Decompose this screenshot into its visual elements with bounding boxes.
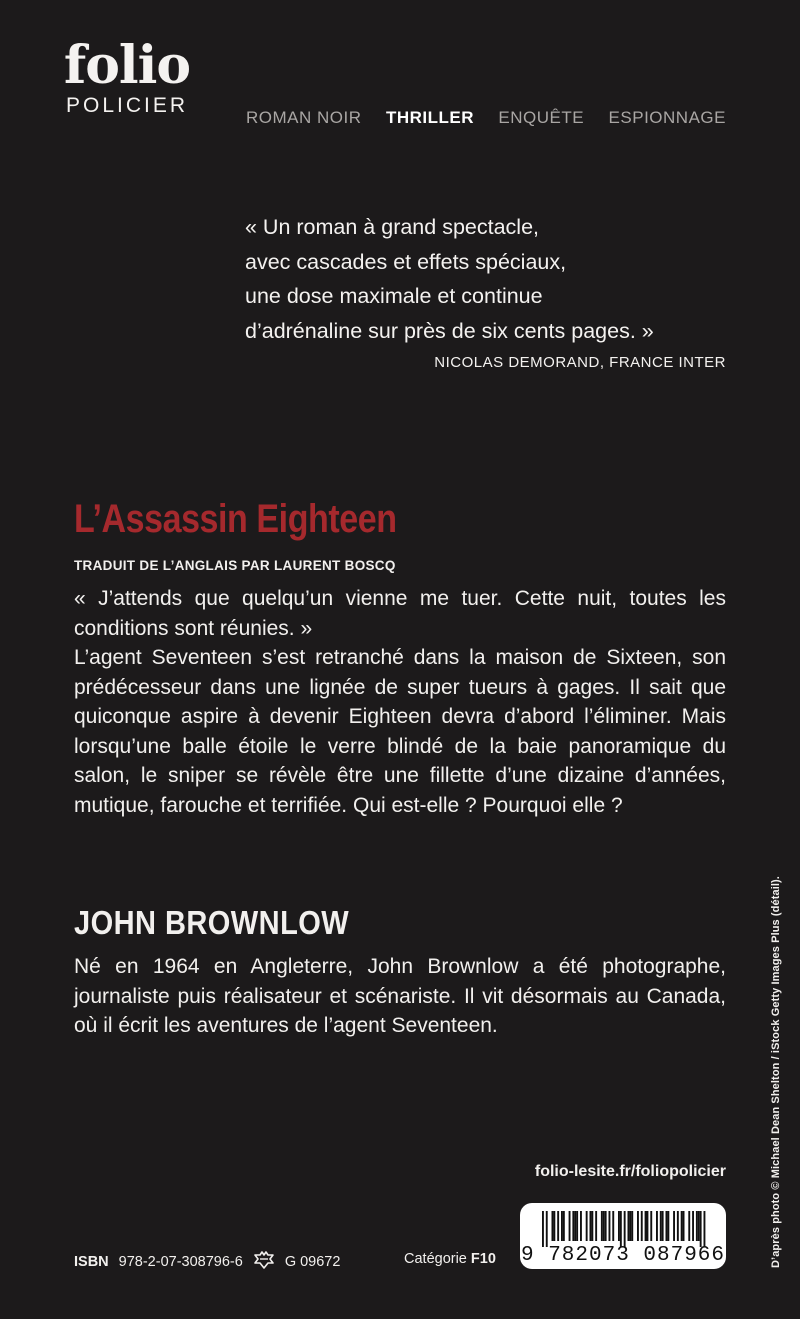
barcode-bar: [683, 1211, 685, 1241]
barcode-bar: [629, 1211, 631, 1241]
category-list: [246, 108, 726, 128]
barcode-bar: [605, 1211, 607, 1241]
barcode-bar: [698, 1211, 700, 1241]
category-thriller: THRILLER: [385, 108, 474, 127]
category-roman-noir: ROMAN NOIR: [246, 108, 362, 127]
barcode-bar: [612, 1211, 614, 1241]
barcode-bar: [574, 1211, 576, 1241]
photo-credit: D’après photo © Michael Dean Shelton / iStock Getty Images Plus (détail).: [770, 876, 782, 1268]
category-enquete: ENQUÊTE: [498, 108, 585, 127]
category-espionnage: ESPIONNAGE: [608, 108, 726, 127]
barcode-bar: [572, 1211, 574, 1241]
barcode-bar: [620, 1211, 622, 1247]
barcode-bar: [576, 1211, 578, 1241]
barcode-bar: [660, 1211, 662, 1241]
barcode-bar: [569, 1211, 571, 1241]
quote-line: d’adrénaline sur près de six cents pages. »: [245, 318, 654, 343]
barcode-bar: [666, 1211, 668, 1241]
barcode-bar: [590, 1211, 592, 1241]
isbn-label: ISBN: [74, 1254, 109, 1270]
barcode-bar: [628, 1211, 630, 1241]
barcode-bar: [542, 1211, 544, 1247]
barcode-bar: [704, 1211, 706, 1247]
isbn-number: 978-2-07-308796-6: [118, 1254, 243, 1270]
folio-policier-logo: [52, 35, 202, 118]
barcode-bar: [692, 1211, 694, 1241]
barcode-bar: [609, 1211, 611, 1241]
barcode-bar: [650, 1211, 652, 1241]
book-title: L’Assassin Eighteen: [74, 497, 397, 541]
barcode-bar: [561, 1211, 563, 1241]
quote-line: « Un roman à grand spectacle,: [245, 215, 539, 239]
quote-line: avec cascades et effets spéciaux,: [245, 249, 567, 274]
barcode-bar: [662, 1211, 664, 1241]
barcode-bar: [631, 1211, 633, 1241]
logo-subtitle: POLICIER: [65, 94, 189, 117]
barcode-bar: [557, 1211, 559, 1241]
logo-wordmark: folio: [63, 35, 191, 96]
barcode-bar: [673, 1211, 675, 1241]
barcode-bar: [647, 1211, 649, 1241]
price-category: [404, 1251, 496, 1267]
isbn-line: [74, 1251, 340, 1273]
publisher-symbol-icon: [253, 1251, 275, 1273]
barcode-bar: [603, 1211, 605, 1241]
barcode-bar: [645, 1211, 647, 1241]
barcode-bar: [641, 1211, 643, 1241]
barcode-bar: [637, 1211, 639, 1241]
barcode-bar: [688, 1211, 690, 1241]
barcode-bar: [552, 1211, 554, 1241]
author-name: JOHN BROWNLOW: [74, 904, 350, 941]
quote-source: NICOLAS DEMORAND, FRANCE INTER: [434, 354, 726, 371]
barcode-bar: [586, 1211, 588, 1241]
category-code: F10: [470, 1251, 496, 1267]
website-link[interactable]: folio-lesite.fr/foliopolicier: [534, 1163, 726, 1180]
book-summary: [74, 584, 726, 820]
barcode-bar: [624, 1211, 626, 1247]
barcode-bar: [618, 1211, 620, 1241]
barcode-bar: [580, 1211, 582, 1241]
barcode-bar: [553, 1211, 555, 1241]
barcode-bar: [667, 1211, 669, 1241]
barcode-bar: [681, 1211, 683, 1241]
publisher-code: G 09672: [284, 1254, 341, 1270]
barcode-bar: [546, 1211, 548, 1247]
barcode-bar: [656, 1211, 658, 1241]
summary-paragraph: L’agent Seventeen s’est retranché dans la maison de Sixteen, son prédécesseur dans une lignée de super tueurs à gages. Il sait que quiconque aspire à devenir Eighteen devra d’abord l’éliminer. Mais lorsqu’une balle étoile le verre blindé de la baie panoramique du salon, le sniper se révèle être une fillette d’une dizaine d’années, mutique, farouche et terrifiée. Qui est-elle ? Pourquoi elle ?: [74, 646, 726, 817]
translator-credit: TRADUIT DE L’ANGLAIS PAR LAURENT BOSCQ: [74, 558, 396, 573]
barcode-bar: [601, 1211, 603, 1241]
barcode-digits: 9 782073 087966: [520, 1244, 726, 1267]
category-label: Catégorie: [404, 1251, 467, 1267]
barcode-bar: [677, 1211, 679, 1241]
barcode-bar: [591, 1211, 593, 1241]
bio-paragraph: Né en 1964 en Angleterre, John Brownlow a été photographe, journaliste puis réalisateur et scénariste. Il vit désormais au Canada, où il écrit les aventures de l’agent Seventeen.: [74, 955, 726, 1037]
barcode: [520, 1203, 726, 1269]
barcode-bar: [696, 1211, 698, 1241]
quote-line: une dose maximale et continue: [245, 284, 543, 308]
barcode-bar: [563, 1211, 565, 1241]
press-quote: [245, 210, 654, 348]
barcode-bar: [700, 1211, 702, 1247]
author-bio: [74, 952, 726, 1041]
barcode-bar: [595, 1211, 597, 1241]
summary-paragraph: « J’attends que quelqu’un vienne me tuer. Cette nuit, toutes les conditions sont réunies. »: [74, 587, 726, 640]
